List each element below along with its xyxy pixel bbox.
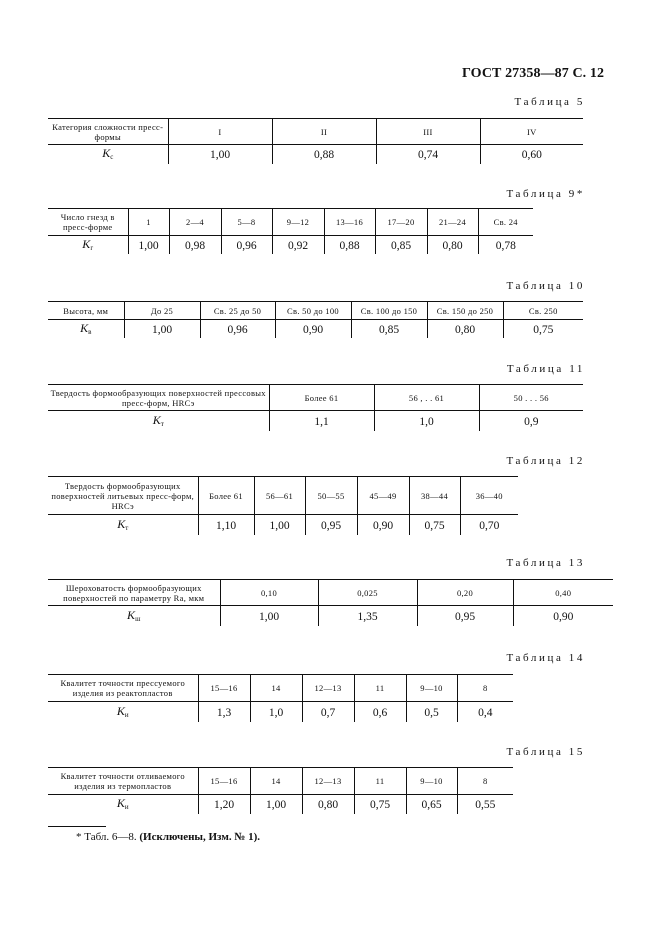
table-label: Таблица 5 — [514, 96, 585, 108]
column-header: Более 61 — [198, 477, 254, 515]
column-header: 15—16 — [198, 675, 250, 702]
coefficient-symbol — [48, 795, 198, 814]
table-header-row — [48, 302, 583, 320]
coefficient-symbol — [48, 145, 168, 164]
coefficient-value: 0,4 — [457, 702, 513, 722]
column-header: 0,40 — [513, 580, 613, 606]
coefficient-value: 0,95 — [417, 606, 513, 626]
coefficient-value: 0,80 — [427, 320, 503, 338]
table-label: Таблица 12 — [506, 455, 585, 467]
table-header-row — [48, 385, 583, 411]
coefficient-subscript: c — [110, 153, 114, 162]
table-header-row — [48, 675, 513, 702]
coefficient-value: 1,1 — [269, 411, 374, 431]
column-header: 9—12 — [272, 209, 324, 236]
coefficient-value: 1,00 — [128, 236, 169, 254]
coefficient-value: 0,88 — [324, 236, 375, 254]
coefficient-value: 0,5 — [406, 702, 457, 722]
column-header: Св. 150 до 250 — [427, 302, 503, 320]
table-label: Таблица 10 — [506, 280, 585, 292]
table-value-row — [48, 411, 583, 431]
coefficient-symbol — [48, 702, 198, 722]
coefficient-symbol — [48, 411, 269, 431]
coefficient-letter: K — [102, 146, 111, 161]
table-value-row — [48, 606, 613, 626]
table-header-row — [48, 580, 613, 606]
footnote — [76, 831, 260, 843]
coefficient-value: 0,96 — [200, 320, 275, 338]
coefficient-value: 0,80 — [427, 236, 478, 254]
parameter-header: Квалитет точности отливаемого изделия из термопластов — [48, 768, 198, 795]
coefficient-value: 0,6 — [354, 702, 406, 722]
footnote-bold: (Исключены, Изм. № 1). — [139, 831, 261, 843]
column-header: 8 — [457, 675, 513, 702]
coefficient-subscript: т — [160, 419, 164, 428]
table-header-row — [48, 768, 513, 795]
coefficient-value: 1,3 — [198, 702, 250, 722]
table-value-row — [48, 145, 583, 164]
parameter-header: Число гнезд в пресс-форме — [48, 209, 128, 236]
coefficient-value: 0,80 — [302, 795, 354, 814]
coefficient-value: 0,90 — [275, 320, 351, 338]
column-header: 0,025 — [318, 580, 417, 606]
coefficient-symbol — [48, 606, 220, 626]
coefficient-subscript: ш — [135, 614, 141, 623]
column-header: 50—55 — [305, 477, 357, 515]
coefficient-value: 1,10 — [198, 515, 254, 535]
table-value-row — [48, 320, 583, 338]
coefficient-letter: K — [116, 703, 125, 718]
column-header: До 25 — [124, 302, 200, 320]
coefficient-letter: K — [117, 516, 126, 531]
column-header: 5—8 — [221, 209, 272, 236]
coefficient-table — [48, 118, 583, 164]
column-header: II — [272, 119, 376, 145]
column-header: 2—4 — [169, 209, 221, 236]
coefficient-subscript: г — [90, 243, 94, 252]
coefficient-value: 0,85 — [375, 236, 427, 254]
coefficient-subscript: в — [88, 327, 92, 336]
footnote-text: * Табл. 6—8. — [76, 831, 137, 843]
coefficient-table — [48, 674, 513, 722]
table-value-row — [48, 702, 513, 722]
coefficient-table — [48, 384, 583, 431]
table-value-row — [48, 795, 513, 814]
column-header: 12—13 — [302, 675, 354, 702]
coefficient-letter: K — [82, 236, 91, 251]
coefficient-table — [48, 301, 583, 338]
footnote-rule — [48, 826, 106, 827]
coefficient-letter: K — [116, 796, 125, 811]
coefficient-value: 0,55 — [457, 795, 513, 814]
table-label: Таблица 14 — [506, 652, 585, 664]
coefficient-value: 0,90 — [357, 515, 409, 535]
coefficient-value: 0,92 — [272, 236, 324, 254]
column-header: III — [376, 119, 480, 145]
column-header: 9—10 — [406, 675, 457, 702]
table-label: Таблица 13 — [506, 557, 585, 569]
table-label: Таблица 9* — [506, 188, 585, 200]
coefficient-value: 1,0 — [250, 702, 302, 722]
column-header: 11 — [354, 675, 406, 702]
coefficient-value: 1,00 — [220, 606, 318, 626]
parameter-header: Квалитет точности прессуемого изделия из реактопластов — [48, 675, 198, 702]
coefficient-value: 0,60 — [480, 145, 583, 164]
coefficient-value: 0,75 — [503, 320, 583, 338]
coefficient-value: 0,74 — [376, 145, 480, 164]
table-label: Таблица 15 — [506, 746, 585, 758]
coefficient-value: 1,00 — [254, 515, 305, 535]
coefficient-symbol — [48, 320, 124, 338]
parameter-header: Твердость формообразующих поверхностей литьевых пресс-форм, HRCэ — [48, 477, 198, 515]
coefficient-value: 0,85 — [351, 320, 427, 338]
coefficient-table — [48, 579, 613, 626]
coefficient-value: 1,0 — [374, 411, 479, 431]
column-header: 38—44 — [409, 477, 460, 515]
coefficient-value: 1,00 — [250, 795, 302, 814]
parameter-header: Категория сложности пресс-формы — [48, 119, 168, 145]
column-header: 56—61 — [254, 477, 305, 515]
column-header: Св. 50 до 100 — [275, 302, 351, 320]
parameter-header: Твердость формообразующих поверхностей прессовых пресс-форм, HRCэ — [48, 385, 269, 411]
column-header: Св. 25 до 50 — [200, 302, 275, 320]
column-header: 56 , . . 61 — [374, 385, 479, 411]
column-header: 11 — [354, 768, 406, 795]
column-header: Св. 100 до 150 — [351, 302, 427, 320]
coefficient-value: 1,35 — [318, 606, 417, 626]
coefficient-value: 0,75 — [354, 795, 406, 814]
column-header: 13—16 — [324, 209, 375, 236]
column-header: Св. 250 — [503, 302, 583, 320]
coefficient-letter: K — [80, 320, 89, 335]
table-header-row — [48, 477, 518, 515]
coefficient-value: 1,20 — [198, 795, 250, 814]
coefficient-value: 0,70 — [460, 515, 518, 535]
column-header: IV — [480, 119, 583, 145]
parameter-header: Высота, мм — [48, 302, 124, 320]
coefficient-symbol — [48, 236, 128, 254]
coefficient-letter: K — [152, 412, 161, 427]
table-header-row — [48, 209, 533, 236]
table-header-row — [48, 119, 583, 145]
column-header: 0,10 — [220, 580, 318, 606]
column-header: 12—13 — [302, 768, 354, 795]
coefficient-value: 0,98 — [169, 236, 221, 254]
coefficient-value: 1,00 — [124, 320, 200, 338]
column-header: 14 — [250, 675, 302, 702]
coefficient-value: 0,78 — [478, 236, 533, 254]
coefficient-value: 0,75 — [409, 515, 460, 535]
coefficient-subscript: т — [125, 523, 129, 532]
column-header: 15—16 — [198, 768, 250, 795]
coefficient-value: 0,96 — [221, 236, 272, 254]
table-value-row — [48, 515, 518, 535]
coefficient-value: 1,00 — [168, 145, 272, 164]
column-header: 17—20 — [375, 209, 427, 236]
coefficient-table — [48, 767, 513, 814]
column-header: 50 . . . 56 — [479, 385, 583, 411]
coefficient-value: 0,88 — [272, 145, 376, 164]
table-value-row — [48, 236, 533, 254]
column-header: I — [168, 119, 272, 145]
coefficient-value: 0,65 — [406, 795, 457, 814]
column-header: 0,20 — [417, 580, 513, 606]
column-header: 36—40 — [460, 477, 518, 515]
column-header: 1 — [128, 209, 169, 236]
coefficient-value: 0,7 — [302, 702, 354, 722]
column-header: 45—49 — [357, 477, 409, 515]
column-header: 21—24 — [427, 209, 478, 236]
coefficient-subscript: и — [124, 710, 129, 719]
column-header: 9—10 — [406, 768, 457, 795]
column-header: Более 61 — [269, 385, 374, 411]
parameter-header: Шероховатость формообразующих поверхностей по параметру Ra, мкм — [48, 580, 220, 606]
page-header: ГОСТ 27358—87 С. 12 — [462, 66, 605, 81]
column-header: 14 — [250, 768, 302, 795]
coefficient-symbol — [48, 515, 198, 535]
coefficient-letter: K — [127, 607, 136, 622]
coefficient-value: 0,90 — [513, 606, 613, 626]
table-label: Таблица 11 — [506, 363, 585, 375]
coefficient-value: 0,95 — [305, 515, 357, 535]
coefficient-value: 0,9 — [479, 411, 583, 431]
coefficient-table — [48, 208, 533, 254]
column-header: 8 — [457, 768, 513, 795]
column-header: Св. 24 — [478, 209, 533, 236]
coefficient-subscript: и — [124, 803, 129, 812]
coefficient-table — [48, 476, 518, 535]
